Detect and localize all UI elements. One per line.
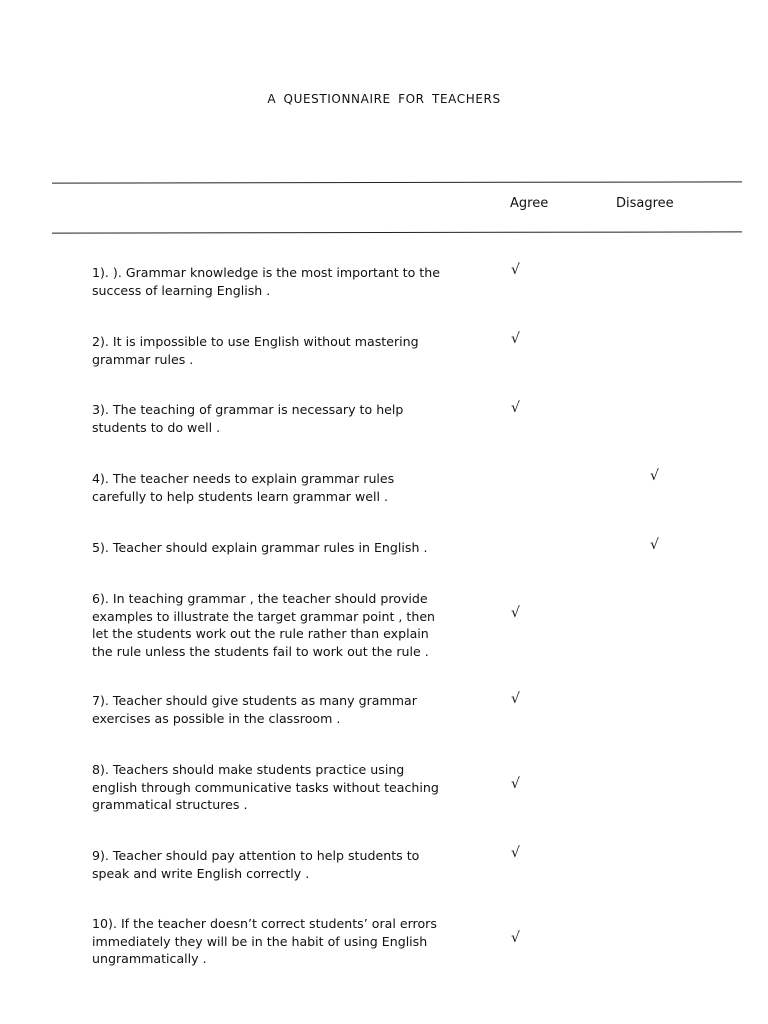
question-7-agree-check: √ <box>511 691 520 707</box>
question-3: 3). The teaching of grammar is necessary to help students to do well . <box>92 402 404 435</box>
agree-column-header: Agree <box>510 196 549 211</box>
table-header-rule <box>52 231 742 233</box>
question-1: 1). ). Grammar knowledge is the most important to the success of learning English . <box>92 265 440 298</box>
question-9-agree-check: √ <box>511 845 520 861</box>
question-1-agree-check: √ <box>511 262 520 278</box>
question-4-disagree-check: √ <box>650 468 659 484</box>
question-9: 9). Teacher should pay attention to help students to speak and write English correctly . <box>92 848 420 881</box>
question-2-agree-check: √ <box>511 331 520 347</box>
document-title: A QUESTIONNAIRE FOR TEACHERS <box>267 92 501 106</box>
question-6-agree-check: √ <box>511 605 520 621</box>
question-10-agree-check: √ <box>511 930 520 946</box>
question-8: 8). Teachers should make students practice using english through communicative tasks without teaching grammatical structures . <box>92 762 439 812</box>
question-5: 5). Teacher should explain grammar rules in English . <box>92 540 428 555</box>
question-4: 4). The teacher needs to explain grammar rules carefully to help students learn grammar well . <box>92 471 395 504</box>
table-top-rule <box>52 181 742 183</box>
question-10: 10). If the teacher doesn’t correct students’ oral errors immediately they will be in the habit of using English ungrammatically . <box>92 916 437 966</box>
question-5-disagree-check: √ <box>650 537 659 553</box>
question-3-agree-check: √ <box>511 400 520 416</box>
question-2: 2). It is impossible to use English without mastering grammar rules . <box>92 334 419 367</box>
question-6: 6). In teaching grammar , the teacher should provide examples to illustrate the target grammar point , then let the students work out the rule rather than explain the rule unless the students fail to work out the rule . <box>92 591 436 659</box>
disagree-column-header: Disagree <box>616 196 674 211</box>
question-7: 7). Teacher should give students as many grammar exercises as possible in the classroom . <box>92 693 417 726</box>
question-8-agree-check: √ <box>511 776 520 792</box>
